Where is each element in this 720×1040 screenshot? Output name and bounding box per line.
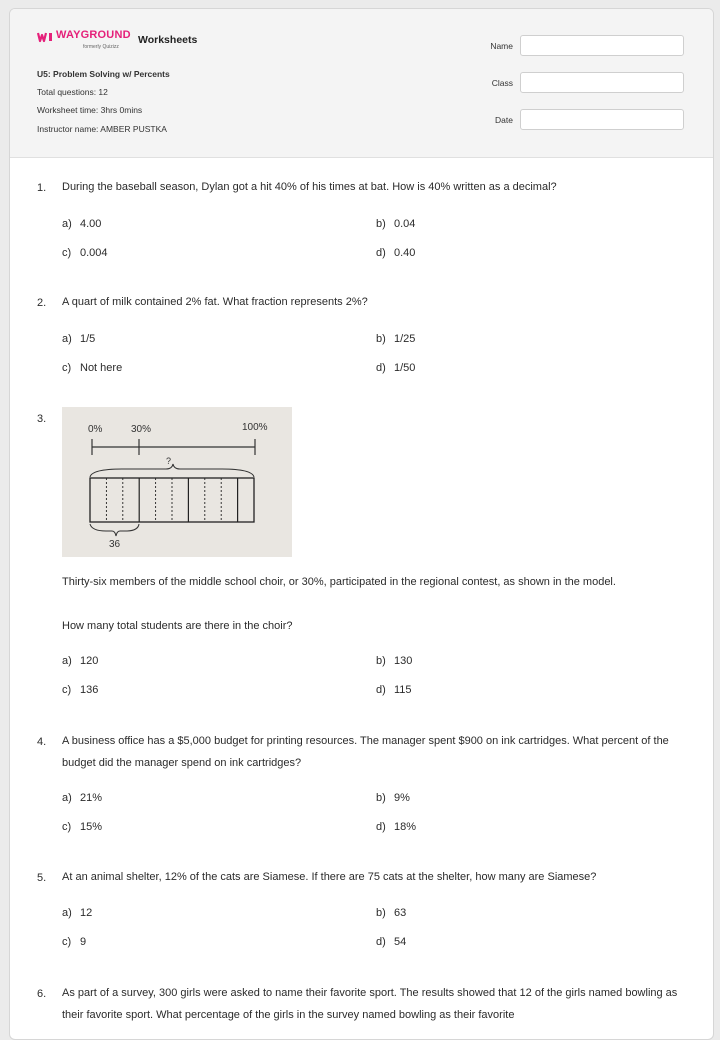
option-b[interactable]: b) 9% [376,792,410,804]
count-36-label: 36 [109,539,121,550]
option-d[interactable]: d) 54 [376,936,407,948]
unknown-total-mark: ? [166,456,172,466]
date-label: Date [495,115,513,125]
total-questions: Total questions: 12 [37,87,108,97]
part-brace [90,524,139,536]
logo-text: WAYGROUND [56,29,131,41]
app-name: Worksheets [138,34,198,46]
question-number: 6. [37,988,47,1000]
question-text: Thirty-six members of the middle school choir, or 30%, participated in the regional contest, as shown in the model. [62,576,616,588]
class-field[interactable] [520,72,684,93]
name-field[interactable] [520,35,684,56]
name-label: Name [490,41,513,51]
option-d[interactable]: d) 1/50 [376,362,416,374]
instructor-name: Instructor name: AMBER PUSTKA [37,124,167,134]
option-b[interactable]: b) 63 [376,907,407,919]
logo-subtext: formerly Quizizz [83,44,119,50]
option-a[interactable]: a) 12 [62,907,93,919]
option-c[interactable]: c) Not here [62,362,123,374]
option-a[interactable]: a) 120 [62,655,99,667]
date-field[interactable] [520,109,684,130]
logo-mark-icon [37,31,54,43]
option-d[interactable]: d) 18% [376,821,417,833]
worksheet-page [9,8,714,1040]
question-subtext: How many total students are there in the choir? [62,620,293,632]
label-30-percent: 30% [131,424,152,435]
option-b[interactable]: b) 0.04 [376,218,416,230]
option-c[interactable]: c) 15% [62,821,103,833]
percent-bar-model-image [62,407,292,557]
question-number: 2. [37,297,47,309]
label-100-percent: 100% [242,422,268,433]
bar-model-drawing [62,407,292,557]
label-0-percent: 0% [88,424,103,435]
question-text: During the baseball season, Dylan got a hit 40% of his times at bat. How is 40% written as a decimal? [62,181,557,193]
option-d[interactable]: d) 115 [376,684,412,696]
option-c[interactable]: c) 9 [62,936,87,948]
option-b[interactable]: b) 1/25 [376,333,416,345]
question-text: A business office has a $5,000 budget for printing resources. The manager spent $900 on ink cartridges. What percent of the budget did the manager spend on ink cartridges? [62,735,669,769]
option-c[interactable]: c) 0.004 [62,247,108,259]
wayground-logo [37,27,133,57]
question-number: 4. [37,736,47,748]
class-label: Class [491,78,513,88]
worksheet-title: U5: Problem Solving w/ Percents [37,69,170,79]
worksheet-time: Worksheet time: 3hrs 0mins [37,105,143,115]
question-text: A quart of milk contained 2% fat. What fraction represents 2%? [62,296,368,308]
option-a[interactable]: a) 1/5 [62,333,96,345]
question-number: 3. [37,413,47,425]
question-number: 5. [37,872,47,884]
option-d[interactable]: d) 0.40 [376,247,416,259]
option-a[interactable]: a) 21% [62,792,103,804]
option-a[interactable]: a) 4.00 [62,218,102,230]
option-c[interactable]: c) 136 [62,684,99,696]
option-b[interactable]: b) 130 [376,655,413,667]
total-brace [90,464,254,477]
worksheet-header [10,9,713,158]
question-text: As part of a survey, 300 girls were asked to name their favorite sport. The results showed that 12 of the girls named bowling as their favorite sport. What percentage of the girls in the survey named bowling as their favorite [62,987,678,1021]
question-number: 1. [37,182,47,194]
question-text: At an animal shelter, 12% of the cats are Siamese. If there are 75 cats at the shelter, how many are Siamese? [62,871,597,883]
